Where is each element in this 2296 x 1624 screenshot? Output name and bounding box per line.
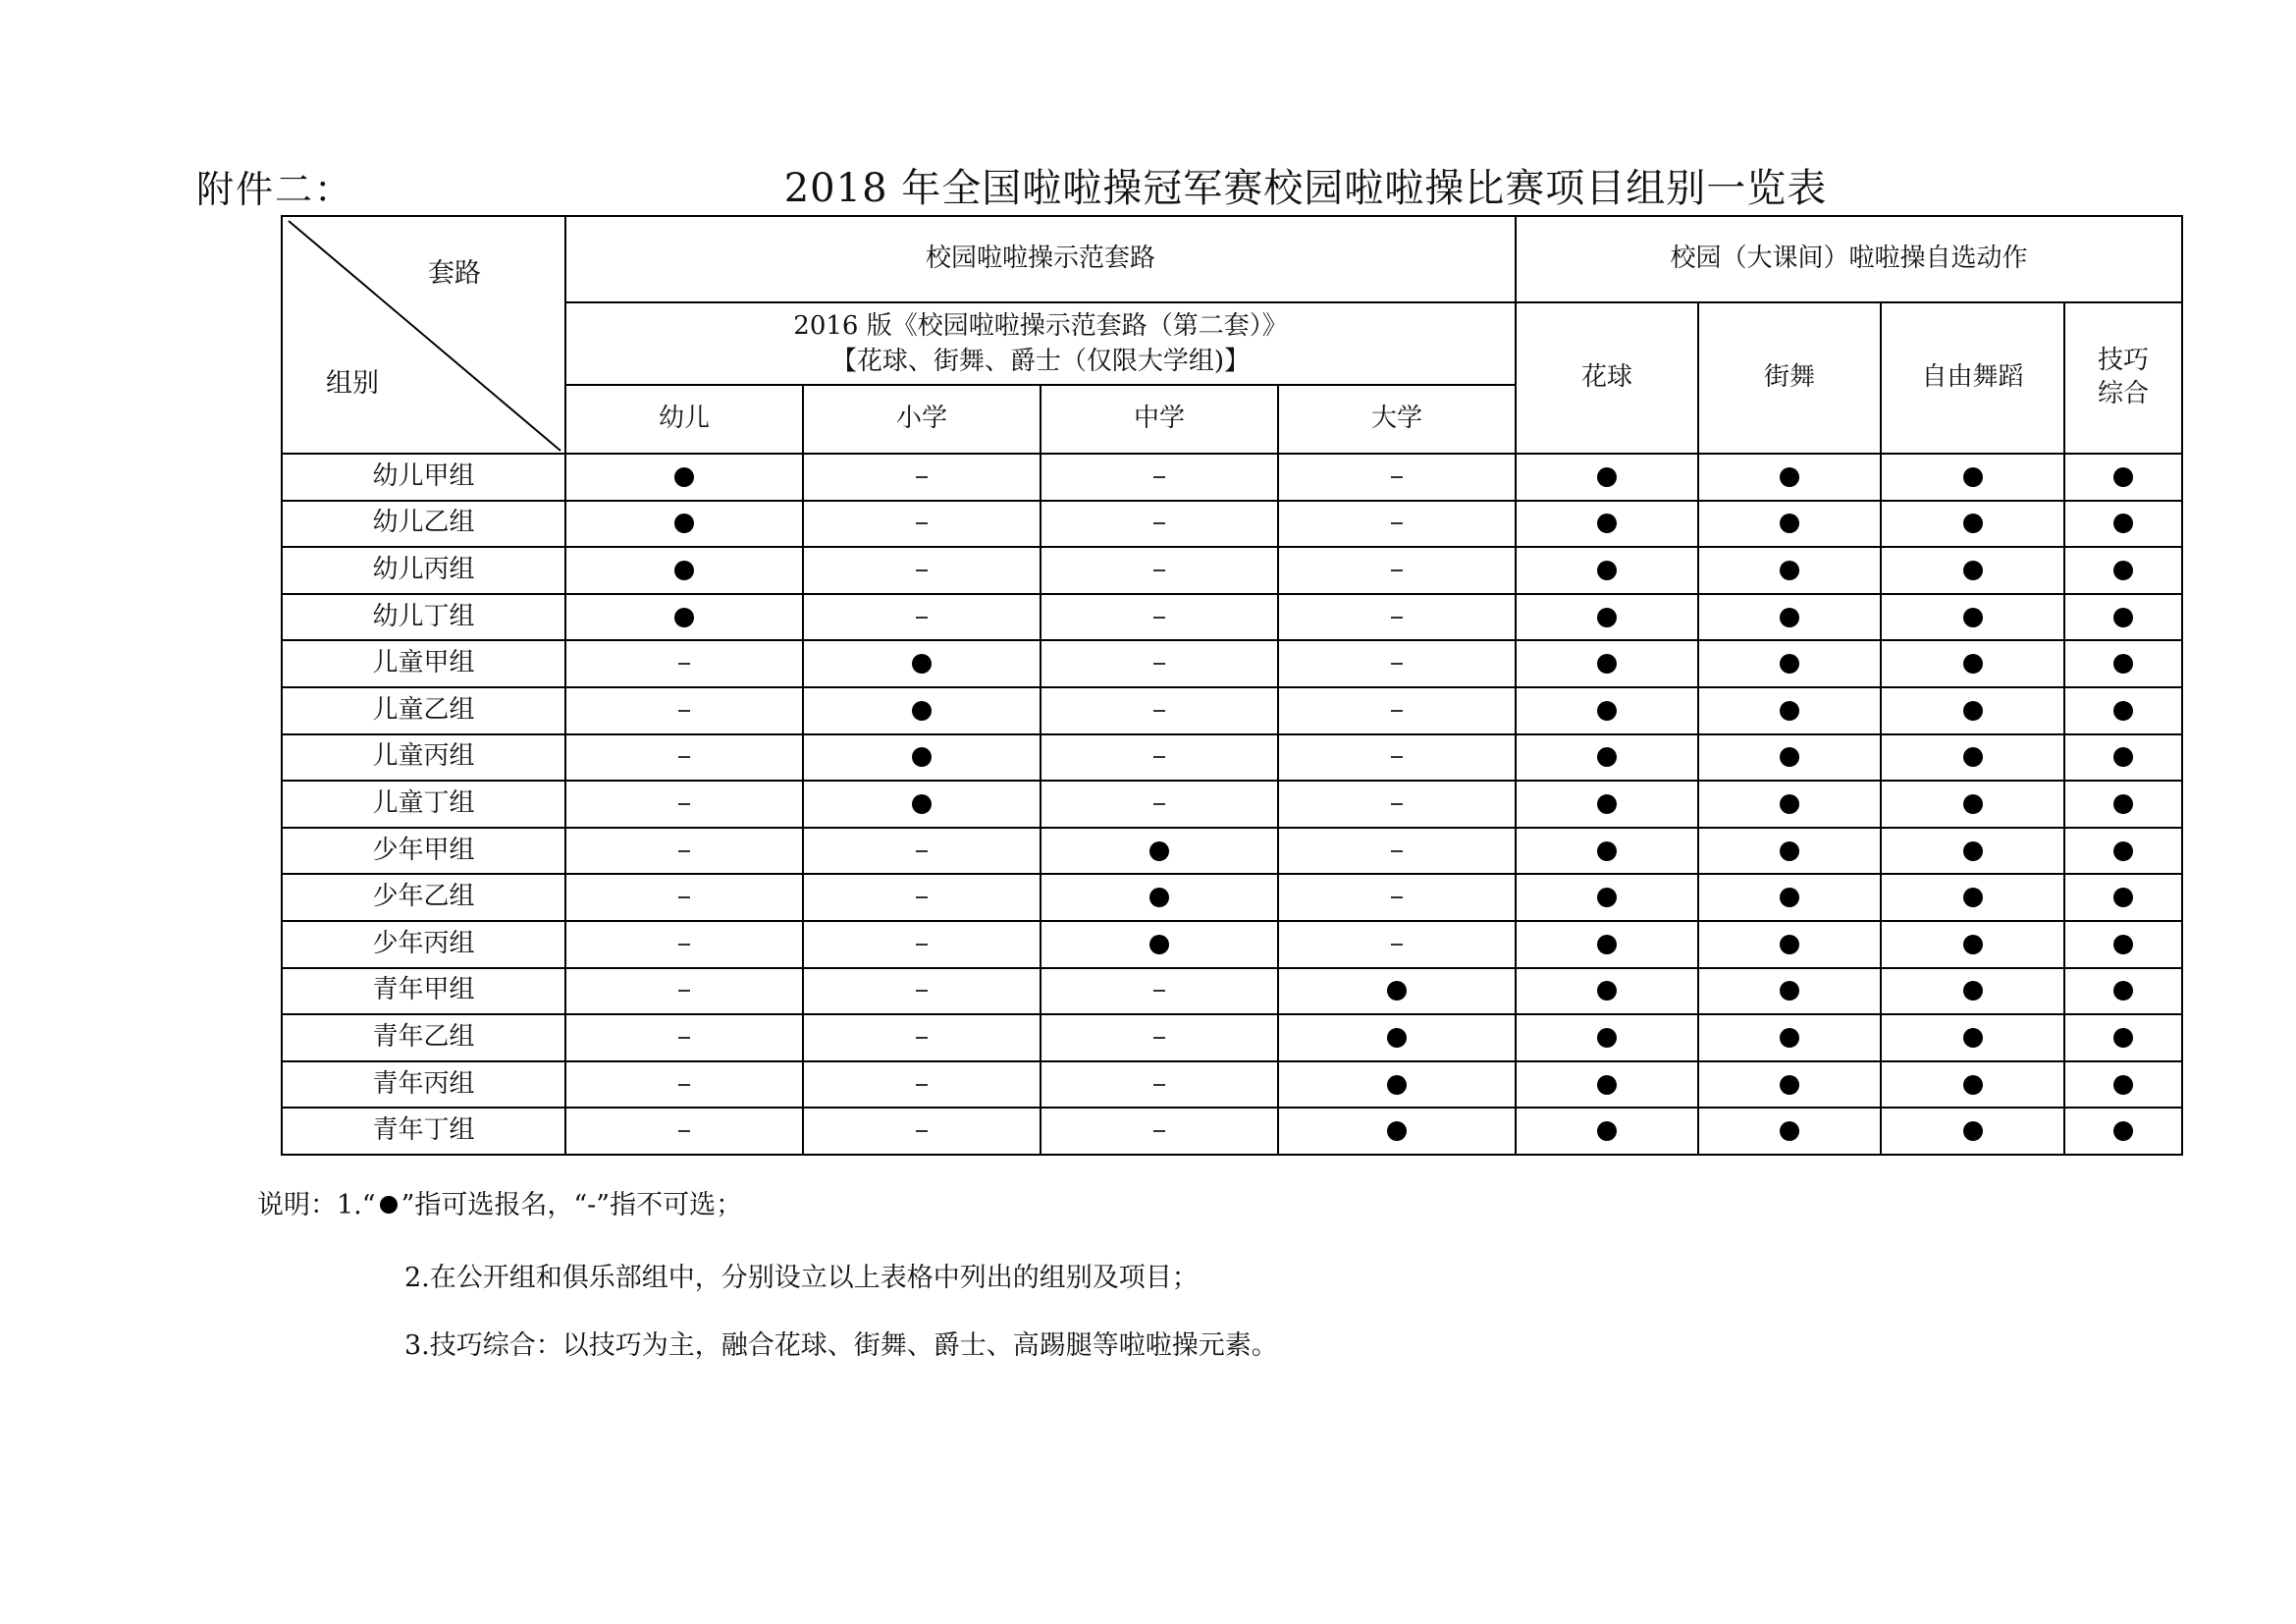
not-selectable-dash-icon bbox=[1153, 1130, 1165, 1132]
not-selectable-dash-icon bbox=[1153, 990, 1165, 992]
selectable-dot-icon bbox=[1780, 981, 1799, 1001]
not-selectable-dash-icon bbox=[1391, 710, 1403, 712]
table-cell bbox=[1041, 734, 1278, 782]
selectable-dot-icon bbox=[2113, 1028, 2133, 1048]
table-cell bbox=[1516, 687, 1698, 734]
table-cell bbox=[2064, 734, 2182, 782]
selectable-dot-icon bbox=[1149, 888, 1169, 907]
table-cell bbox=[803, 921, 1041, 968]
table-cell bbox=[1278, 687, 1516, 734]
table-cell bbox=[803, 454, 1041, 501]
selectable-dot-icon bbox=[1963, 1121, 1983, 1141]
table-cell bbox=[565, 734, 803, 782]
selectable-dot-icon bbox=[1597, 654, 1617, 674]
not-selectable-dash-icon bbox=[916, 944, 928, 946]
selectable-dot-icon bbox=[2113, 608, 2133, 627]
table-cell bbox=[803, 687, 1041, 734]
table-cell bbox=[1698, 594, 1881, 641]
selectable-dot-icon bbox=[2113, 747, 2133, 767]
table-cell bbox=[803, 501, 1041, 548]
table-row bbox=[282, 1014, 2182, 1061]
selectable-dot-icon bbox=[1149, 935, 1169, 954]
col-header-youer: 幼儿 bbox=[565, 385, 803, 454]
row-group-label: 儿童丙组 bbox=[282, 734, 565, 782]
table-cell bbox=[2064, 640, 2182, 687]
not-selectable-dash-icon bbox=[916, 476, 928, 478]
table-cell bbox=[1041, 594, 1278, 641]
not-selectable-dash-icon bbox=[1391, 569, 1403, 571]
corner-group-label: 组别 bbox=[326, 368, 379, 399]
not-selectable-dash-icon bbox=[678, 1037, 690, 1039]
table-cell bbox=[1516, 1061, 1698, 1109]
selectable-dot-icon bbox=[2113, 701, 2133, 721]
table-cell bbox=[1516, 734, 1698, 782]
table-cell bbox=[2064, 968, 2182, 1015]
table-cell bbox=[2064, 1108, 2182, 1155]
note-2: 2.在公开组和俱乐部组中，分别设立以上表格中列出的组别及项目； bbox=[404, 1263, 1199, 1293]
not-selectable-dash-icon bbox=[678, 990, 690, 992]
not-selectable-dash-icon bbox=[678, 1084, 690, 1086]
row-group-label: 少年乙组 bbox=[282, 874, 565, 921]
selectable-dot-icon bbox=[1597, 608, 1617, 627]
table-cell bbox=[1516, 968, 1698, 1015]
table-cell bbox=[565, 454, 803, 501]
not-selectable-dash-icon bbox=[916, 569, 928, 571]
table-cell bbox=[803, 547, 1041, 594]
table-cell bbox=[1041, 1014, 1278, 1061]
selectable-dot-icon bbox=[1597, 1121, 1617, 1141]
table-cell bbox=[2064, 594, 2182, 641]
selectable-dot-icon bbox=[1780, 654, 1799, 674]
selectable-dot-icon bbox=[1387, 981, 1407, 1001]
table-cell bbox=[1278, 454, 1516, 501]
table-cell bbox=[803, 1108, 1041, 1155]
col-header-jiqiaozonghe: 技巧 综合 bbox=[2064, 302, 2182, 454]
table-row bbox=[282, 501, 2182, 548]
not-selectable-dash-icon bbox=[1153, 710, 1165, 712]
table-row bbox=[282, 781, 2182, 828]
table-cell bbox=[1881, 1014, 2064, 1061]
table-cell bbox=[1698, 454, 1881, 501]
selectable-dot-icon bbox=[1597, 841, 1617, 861]
table-cell bbox=[565, 1108, 803, 1155]
demo-subheader-line1: 2016 版《校园啦啦操示范套路（第二套）》 bbox=[793, 310, 1288, 341]
table-row bbox=[282, 1061, 2182, 1109]
corner-diagonal-line bbox=[283, 217, 564, 453]
table-cell bbox=[565, 1014, 803, 1061]
table-row bbox=[282, 547, 2182, 594]
row-group-label: 青年乙组 bbox=[282, 1014, 565, 1061]
table-cell bbox=[1041, 547, 1278, 594]
not-selectable-dash-icon bbox=[1153, 756, 1165, 758]
selectable-dot-icon bbox=[912, 747, 932, 767]
not-selectable-dash-icon bbox=[678, 710, 690, 712]
demo-routine-subheader bbox=[565, 302, 1516, 385]
selectable-dot-icon bbox=[1149, 841, 1169, 861]
table-cell bbox=[1881, 454, 2064, 501]
not-selectable-dash-icon bbox=[678, 756, 690, 758]
row-group-label: 儿童甲组 bbox=[282, 640, 565, 687]
not-selectable-dash-icon bbox=[1391, 617, 1403, 619]
selectable-dot-icon bbox=[2113, 841, 2133, 861]
table-cell bbox=[1698, 874, 1881, 921]
table-cell bbox=[1041, 640, 1278, 687]
selectable-dot-icon bbox=[1597, 467, 1617, 487]
page-title: 2018 年全国啦啦操冠军赛校园啦啦操比赛项目组别一览表 bbox=[783, 166, 1828, 211]
note-1 bbox=[257, 1183, 742, 1221]
table-cell bbox=[1278, 1014, 1516, 1061]
not-selectable-dash-icon bbox=[916, 896, 928, 898]
selectable-dot-icon bbox=[1963, 608, 1983, 627]
row-group-label: 少年丙组 bbox=[282, 921, 565, 968]
table-cell bbox=[803, 828, 1041, 875]
table-cell bbox=[1278, 874, 1516, 921]
selectable-dot-icon bbox=[1780, 841, 1799, 861]
table-cell bbox=[2064, 687, 2182, 734]
table-cell bbox=[1516, 1108, 1698, 1155]
selectable-dot-icon bbox=[1963, 654, 1983, 674]
selectable-dot-icon bbox=[1387, 1075, 1407, 1095]
not-selectable-dash-icon bbox=[678, 1130, 690, 1132]
table-row bbox=[282, 828, 2182, 875]
table-cell bbox=[1698, 501, 1881, 548]
selectable-dot-icon bbox=[1597, 561, 1617, 580]
row-group-label: 幼儿丁组 bbox=[282, 594, 565, 641]
selectable-dot-icon bbox=[2113, 514, 2133, 533]
not-selectable-dash-icon bbox=[916, 522, 928, 524]
event-group-table bbox=[281, 215, 2183, 1156]
table-cell bbox=[1278, 640, 1516, 687]
table-cell bbox=[1041, 1108, 1278, 1155]
table-cell bbox=[1698, 687, 1881, 734]
table-row bbox=[282, 921, 2182, 968]
table-cell bbox=[1881, 547, 2064, 594]
selectable-dot-icon bbox=[1597, 1028, 1617, 1048]
col-header-zhongxue: 中学 bbox=[1041, 385, 1278, 454]
table-cell bbox=[1041, 921, 1278, 968]
selectable-dot-icon bbox=[2113, 467, 2133, 487]
table-cell bbox=[565, 874, 803, 921]
row-group-label: 青年丁组 bbox=[282, 1108, 565, 1155]
selectable-dot-icon bbox=[1780, 561, 1799, 580]
header-row-2 bbox=[282, 302, 2182, 385]
selectable-dot-icon bbox=[2113, 1121, 2133, 1141]
table-cell bbox=[803, 781, 1041, 828]
table-cell bbox=[565, 640, 803, 687]
table-cell bbox=[1041, 874, 1278, 921]
selectable-dot-icon bbox=[674, 467, 694, 487]
table-cell bbox=[803, 640, 1041, 687]
selectable-dot-icon bbox=[1780, 1121, 1799, 1141]
table-cell bbox=[1278, 594, 1516, 641]
table-cell bbox=[1041, 828, 1278, 875]
row-group-label: 幼儿乙组 bbox=[282, 501, 565, 548]
selectable-dot-icon bbox=[1963, 561, 1983, 580]
table-cell bbox=[2064, 454, 2182, 501]
table-cell bbox=[1881, 1108, 2064, 1155]
table-cell bbox=[565, 687, 803, 734]
table-cell bbox=[1516, 547, 1698, 594]
selectable-dot-icon bbox=[674, 561, 694, 580]
table-cell bbox=[565, 781, 803, 828]
table-cell bbox=[1881, 828, 2064, 875]
corner-header bbox=[282, 216, 565, 454]
selectable-dot-icon bbox=[1780, 467, 1799, 487]
table-cell bbox=[1278, 501, 1516, 548]
selectable-dot-icon bbox=[1780, 794, 1799, 814]
table-cell bbox=[1516, 828, 1698, 875]
table-cell bbox=[1041, 1061, 1278, 1109]
row-group-label: 儿童乙组 bbox=[282, 687, 565, 734]
selectable-dot-icon bbox=[1780, 1075, 1799, 1095]
not-selectable-dash-icon bbox=[1391, 476, 1403, 478]
selectable-dot-icon bbox=[1963, 1075, 1983, 1095]
selectable-dot-icon bbox=[1963, 1028, 1983, 1048]
table-cell bbox=[565, 594, 803, 641]
table-cell bbox=[2064, 1014, 2182, 1061]
not-selectable-dash-icon bbox=[678, 944, 690, 946]
selectable-dot-icon bbox=[1780, 1028, 1799, 1048]
selectable-dot-icon bbox=[1387, 1028, 1407, 1048]
table-cell bbox=[803, 874, 1041, 921]
table-cell bbox=[1041, 454, 1278, 501]
table-row bbox=[282, 874, 2182, 921]
table-cell bbox=[1881, 921, 2064, 968]
selectable-dot-icon bbox=[912, 794, 932, 814]
selectable-dot-icon bbox=[1963, 747, 1983, 767]
table-cell bbox=[2064, 874, 2182, 921]
selectable-dot-icon bbox=[1963, 514, 1983, 533]
table-cell bbox=[1881, 781, 2064, 828]
table-cell bbox=[1516, 781, 1698, 828]
table-cell bbox=[1516, 594, 1698, 641]
selectable-dot-icon bbox=[1780, 701, 1799, 721]
not-selectable-dash-icon bbox=[1153, 476, 1165, 478]
selectable-dot-icon bbox=[2113, 561, 2133, 580]
table-row bbox=[282, 734, 2182, 782]
table-cell bbox=[803, 1014, 1041, 1061]
not-selectable-dash-icon bbox=[1391, 944, 1403, 946]
selectable-dot-icon bbox=[1780, 935, 1799, 954]
not-selectable-dash-icon bbox=[1153, 1084, 1165, 1086]
table-cell bbox=[2064, 781, 2182, 828]
col-header-daxue: 大学 bbox=[1278, 385, 1516, 454]
table-cell bbox=[2064, 501, 2182, 548]
selectable-dot-icon bbox=[1780, 608, 1799, 627]
table-cell bbox=[1698, 968, 1881, 1015]
selectable-dot-icon bbox=[674, 514, 694, 533]
table-cell bbox=[1698, 640, 1881, 687]
table-cell bbox=[1516, 454, 1698, 501]
table-cell bbox=[1698, 1108, 1881, 1155]
note-3: 3.技巧综合：以技巧为主，融合花球、街舞、爵士、高踢腿等啦啦操元素。 bbox=[404, 1330, 1278, 1361]
table-cell bbox=[1278, 547, 1516, 594]
not-selectable-dash-icon bbox=[1153, 522, 1165, 524]
selectable-dot-icon bbox=[1597, 1075, 1617, 1095]
selectable-dot-icon bbox=[1597, 514, 1617, 533]
selectable-dot-icon bbox=[1963, 467, 1983, 487]
table-cell bbox=[565, 547, 803, 594]
table-cell bbox=[1041, 781, 1278, 828]
table-cell bbox=[803, 594, 1041, 641]
not-selectable-dash-icon bbox=[916, 990, 928, 992]
table-cell bbox=[1516, 921, 1698, 968]
table-row bbox=[282, 594, 2182, 641]
table-cell bbox=[1698, 547, 1881, 594]
table-row bbox=[282, 454, 2182, 501]
selectable-dot-icon bbox=[2113, 794, 2133, 814]
table-cell bbox=[1041, 968, 1278, 1015]
not-selectable-dash-icon bbox=[916, 617, 928, 619]
selectable-dot-icon bbox=[2113, 654, 2133, 674]
selectable-dot-icon bbox=[2113, 1075, 2133, 1095]
not-selectable-dash-icon bbox=[1153, 1037, 1165, 1039]
not-selectable-dash-icon bbox=[916, 1084, 928, 1086]
table-cell bbox=[1881, 734, 2064, 782]
table-cell bbox=[1881, 501, 2064, 548]
free-routine-header: 校园（大课间）啦啦操自选动作 bbox=[1516, 216, 2182, 302]
row-group-label: 幼儿丙组 bbox=[282, 547, 565, 594]
table-body bbox=[282, 454, 2182, 1155]
note-1-prefix: 说明：1.“ bbox=[257, 1190, 376, 1220]
table-cell bbox=[1698, 1061, 1881, 1109]
table-row bbox=[282, 687, 2182, 734]
table-cell bbox=[1278, 781, 1516, 828]
table-cell bbox=[1516, 874, 1698, 921]
table-cell bbox=[803, 734, 1041, 782]
table-cell bbox=[803, 1061, 1041, 1109]
table-cell bbox=[1881, 968, 2064, 1015]
table-cell bbox=[1881, 1061, 2064, 1109]
table-cell bbox=[565, 828, 803, 875]
table-cell bbox=[565, 968, 803, 1015]
col-header-jiewu: 街舞 bbox=[1698, 302, 1881, 454]
not-selectable-dash-icon bbox=[916, 850, 928, 852]
not-selectable-dash-icon bbox=[678, 896, 690, 898]
selectable-dot-icon bbox=[1597, 935, 1617, 954]
selectable-dot-icon bbox=[2113, 888, 2133, 907]
selectable-dot-icon bbox=[1963, 841, 1983, 861]
not-selectable-dash-icon bbox=[916, 1130, 928, 1132]
demo-routine-header: 校园啦啦操示范套路 bbox=[565, 216, 1516, 302]
table-cell bbox=[1278, 1061, 1516, 1109]
table-cell bbox=[1278, 734, 1516, 782]
table-row bbox=[282, 1108, 2182, 1155]
table-cell bbox=[565, 1061, 803, 1109]
selectable-dot-icon bbox=[1780, 747, 1799, 767]
table-cell bbox=[1278, 968, 1516, 1015]
table-cell bbox=[2064, 828, 2182, 875]
selectable-dot-icon bbox=[1597, 794, 1617, 814]
selectable-dot-icon bbox=[1387, 1121, 1407, 1141]
col-header-xiaoxue: 小学 bbox=[803, 385, 1041, 454]
demo-subheader-line2: 【花球、街舞、爵士（仅限大学组)】 bbox=[830, 347, 1251, 376]
row-group-label: 青年甲组 bbox=[282, 968, 565, 1015]
selectable-dot-icon bbox=[1597, 701, 1617, 721]
table-cell bbox=[1278, 828, 1516, 875]
table-cell bbox=[1516, 1014, 1698, 1061]
table-row bbox=[282, 640, 2182, 687]
table-cell bbox=[803, 968, 1041, 1015]
selectable-dot-icon bbox=[2113, 981, 2133, 1001]
table-cell bbox=[1041, 687, 1278, 734]
selectable-dot-icon bbox=[1963, 981, 1983, 1001]
not-selectable-dash-icon bbox=[1391, 803, 1403, 805]
note-1-rest: ”指可选报名，“-”指不可选； bbox=[400, 1190, 743, 1220]
selectable-dot-icon bbox=[912, 701, 932, 721]
selectable-dot-icon bbox=[674, 608, 694, 627]
table-cell bbox=[1516, 501, 1698, 548]
table-cell bbox=[1278, 921, 1516, 968]
not-selectable-dash-icon bbox=[1391, 896, 1403, 898]
table-cell bbox=[1041, 501, 1278, 548]
selectable-dot-icon bbox=[1963, 794, 1983, 814]
table-cell bbox=[2064, 1061, 2182, 1109]
not-selectable-dash-icon bbox=[1391, 850, 1403, 852]
not-selectable-dash-icon bbox=[678, 663, 690, 665]
table-cell bbox=[2064, 921, 2182, 968]
not-selectable-dash-icon bbox=[916, 1037, 928, 1039]
not-selectable-dash-icon bbox=[678, 803, 690, 805]
attachment-label: 附件二： bbox=[196, 168, 354, 211]
not-selectable-dash-icon bbox=[1391, 522, 1403, 524]
not-selectable-dash-icon bbox=[1153, 663, 1165, 665]
table-cell bbox=[565, 921, 803, 968]
header-row-1 bbox=[282, 216, 2182, 302]
selectable-dot-icon bbox=[1963, 935, 1983, 954]
selectable-dot-icon bbox=[1963, 888, 1983, 907]
not-selectable-dash-icon bbox=[1391, 663, 1403, 665]
not-selectable-dash-icon bbox=[1391, 756, 1403, 758]
selectable-dot-icon bbox=[380, 1196, 398, 1214]
selectable-dot-icon bbox=[1780, 514, 1799, 533]
table-cell bbox=[1698, 781, 1881, 828]
table-cell bbox=[1698, 921, 1881, 968]
row-group-label: 儿童丁组 bbox=[282, 781, 565, 828]
col-header-huaqiu: 花球 bbox=[1516, 302, 1698, 454]
table-row bbox=[282, 968, 2182, 1015]
table-cell bbox=[1881, 594, 2064, 641]
table-cell bbox=[1881, 874, 2064, 921]
table-cell bbox=[1698, 734, 1881, 782]
table-cell bbox=[1881, 687, 2064, 734]
row-group-label: 少年甲组 bbox=[282, 828, 565, 875]
row-group-label: 幼儿甲组 bbox=[282, 454, 565, 501]
row-group-label: 青年丙组 bbox=[282, 1061, 565, 1109]
corner-route-label: 套路 bbox=[428, 258, 481, 289]
col-header-ziyouwudao: 自由舞蹈 bbox=[1881, 302, 2064, 454]
selectable-dot-icon bbox=[2113, 935, 2133, 954]
selectable-dot-icon bbox=[1597, 747, 1617, 767]
not-selectable-dash-icon bbox=[1153, 803, 1165, 805]
not-selectable-dash-icon bbox=[1153, 569, 1165, 571]
not-selectable-dash-icon bbox=[1153, 617, 1165, 619]
table-cell bbox=[565, 501, 803, 548]
table-cell bbox=[1698, 1014, 1881, 1061]
table-cell bbox=[2064, 547, 2182, 594]
table-cell bbox=[1881, 640, 2064, 687]
table-cell bbox=[1278, 1108, 1516, 1155]
not-selectable-dash-icon bbox=[678, 850, 690, 852]
table-cell bbox=[1516, 640, 1698, 687]
selectable-dot-icon bbox=[912, 654, 932, 674]
selectable-dot-icon bbox=[1780, 888, 1799, 907]
selectable-dot-icon bbox=[1597, 981, 1617, 1001]
table-cell bbox=[1698, 828, 1881, 875]
selectable-dot-icon bbox=[1597, 888, 1617, 907]
selectable-dot-icon bbox=[1963, 701, 1983, 721]
